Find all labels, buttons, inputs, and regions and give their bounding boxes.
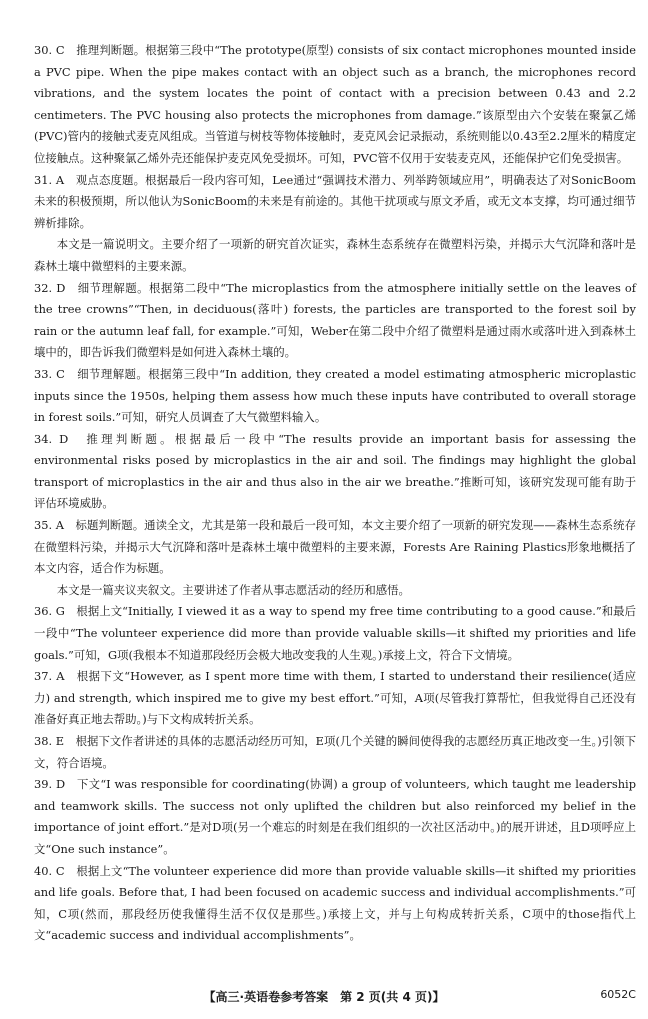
footer-title: 【高三·英语卷参考答案 第 2 页(共 4 页)】: [203, 990, 445, 1004]
footer-code: 6052C: [600, 988, 636, 1001]
answer-explanation: 37. A 根据下文“However, as I spent more time with them, I started to understand their resilience(适应力) and strength, which inspired me to give my best effort.”可知，A项(尽管我打算帮忙，但我觉得自己还没有准备好真正地去帮助。)与下文构成转折关系。: [34, 669, 636, 727]
answer-explanation: 40. C 根据上文“The volunteer experience did more than provide valuable skills—it shifted my priorities and life goals. Before that, I had been focused on academic success and individual accomplishments.”可知，C项(然而，那段经历使我懂得生活不仅仅是那些。)承接上文，并与上句构成转折关系，C项中的those指代上文“academic success and individual accomplishments”。: [34, 863, 636, 943]
answer-explanation: 31. A 观点态度题。根据最后一段内容可知，Lee通过“强调技术潜力、列举跨领域应用”，明确表达了对SonicBoom未来的积极预期，所以他认为SonicBoom的未来是有前途的。其他干扰项或与原文矛盾，或无文本支撑，均可通过细节辨析排除。: [34, 172, 636, 230]
answer-key-content: [34, 40, 636, 947]
answer-explanation: 34. D 推理判断题。根据最后一段中“The results provide an important basis for assessing the environmental risks posed by microplastics in the air and soil. The findings may highlight the global transport of microplastics in the air and thus also in the air we breathe.”推断可知，该研究发现可能有助于评估环境威胁。: [34, 431, 636, 511]
passage-intro: 本文是一篇夹议夹叙文。主要讲述了作者从事志愿活动的经历和感悟。: [56, 582, 410, 597]
page-footer: [0, 988, 648, 1010]
answer-explanation: 38. E 根据下文作者讲述的具体的志愿活动经历可知，E项(几个关键的瞬间使得我的志愿经历真正地改变一生。)引领下文，符合语境。: [34, 734, 636, 770]
answer-explanation: 32. D 细节理解题。根据第二段中“The microplastics from the atmosphere initially settle on the leaves of the tree crowns”“Then, in deciduous(落叶) forests, the particles are transported to the forest soil by rain or the autumn leaf fall, for example.”可知，Weber在第二段中介绍了微塑料是通过雨水或落叶进入到森林土壤中的，即告诉我们微塑料是如何进入森林土壤的。: [34, 280, 636, 360]
passage-intro: 本文是一篇说明文。主要介绍了一项新的研究首次证实，森林生态系统存在微塑料污染，并揭示大气沉降和落叶是森林土壤中微塑料的主要来源。: [34, 237, 636, 273]
answer-explanation: 35. A 标题判断题。通读全文，尤其是第一段和最后一段可知，本文主要介绍了一项新的研究发现——森林生态系统存在微塑料污染，并揭示大气沉降和落叶是森林土壤中微塑料的主要来源，Forests Are Raining Plastics形象地概括了本文内容，适合作为标题。: [34, 518, 636, 576]
answer-explanation: 30. C 推理判断题。根据第三段中“The prototype(原型) consists of six contact microphones mounted inside a PVC pipe. When the pipe makes contact with an object such as a branch, the microphones record vibrations, and the system locates the point of contact with a precision between 0.43 and 2.2 centimeters. The PVC housing also protects the microphones from damage.”该原型由六个安装在聚氯乙烯(PVC)管内的接触式麦克风组成。当管道与树枝等物体接触时，麦克风会记录振动，系统则能以0.43至2.2厘米的精度定位接触点。这种聚氯乙烯外壳还能保护麦克风免受损坏。可知，PVC管不仅用于安装麦克风，还能保护它们免受损害。: [34, 43, 636, 165]
answer-explanation: 39. D 下文“I was responsible for coordinating(协调) a group of volunteers, which taught me leadership and teamwork skills. The success not only uplifted the children but also reinforced my belief in the importance of joint effort.”是对D项(另一个难忘的时刻是在我们组织的一次社区活动中。)的展开讲述，且D项呼应上文“One such instance”。: [34, 777, 636, 856]
answer-explanation: 36. G 根据上文“Initially, I viewed it as a way to spend my free time contributing to a good cause.”和最后一段中“The volunteer experience did more than provide valuable skills—it shifted my priorities and life goals.”可知，G项(我根本不知道那段经历会极大地改变我的人生观。)承接上文，符合下文情境。: [34, 604, 636, 662]
answer-explanation: 33. C 细节理解题。根据第三段中“In addition, they created a model estimating atmospheric microplastic inputs since the 1950s, helping them assess how much these inputs have contributed to overall storage in forest soils.”可知，研究人员调查了大气微塑料输入。: [34, 366, 636, 425]
